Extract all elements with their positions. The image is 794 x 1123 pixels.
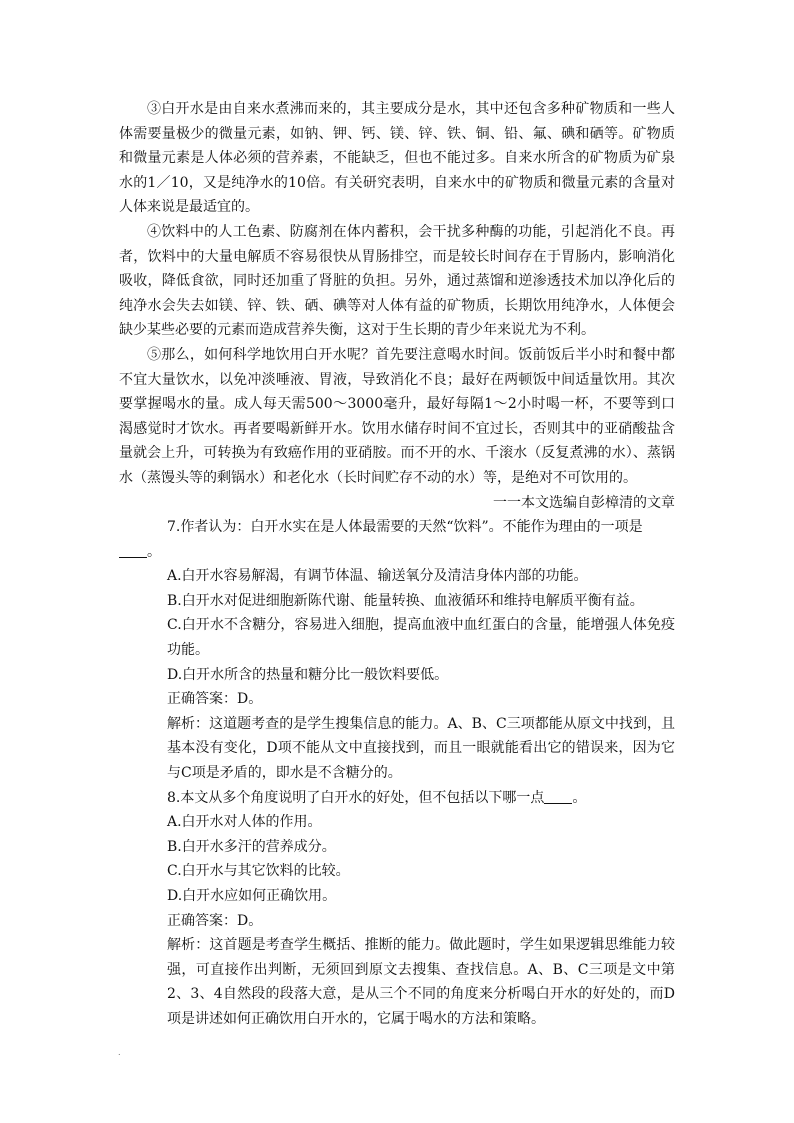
question-8-stem (119, 786, 675, 811)
answer-blank (119, 543, 147, 558)
article-paragraph-3: ③白开水是由自来水煮沸而来的，其主要成分是水，其中还包含多种矿物质和一些人体需要量极少的微量元素，如钠、钾、钙、镁、锌、铁、铜、铅、氟、碘和硒等。矿物质和微量元素是人体必须的营养素，不能缺乏，但也不能过多。自来水所含的矿物质为矿泉水的1／10，又是纯净水的10倍。有关研究表明，自来水中的矿物质和微量元素的含量对人体来说是最适宜的。 (119, 101, 675, 216)
article-source: 一一本文选编自彭樟清的文章 (493, 494, 675, 511)
question-7-option-b: B.白开水对促进细胞新陈代谢、能量转换、血液循环和维持电解质平衡有益。 (167, 592, 644, 609)
question-7-stem-end: 。 (147, 543, 161, 560)
article-paragraph-4: ④饮料中的人工色素、防腐剂在体内蓄积，会干扰多种酶的功能，引起消化不良。再者，饮料中的大量电解质不容易很快从胃肠排空，而是较长时间存在于胃肠内，影响消化吸收，降低食欲，同时还加重了肾脏的负担。另外，通过蒸馏和逆渗透技术加以净化后的纯净水会失去如镁、锌、铁、硒、碘等对人体有益的矿物质，长期饮用纯净水，人体便会缺少某些必要的元素而造成营养失衡，这对于生长期的青少年来说尤为不利。 (119, 223, 675, 339)
question-8-answer: 正确答案：D。 (167, 912, 263, 929)
footer-mark: . (118, 1048, 121, 1057)
document-body (119, 97, 675, 1032)
article-paragraph-5: ⑤那么，如何科学地饮用白开水呢？首先要注意喝水时间。饭前饭后半小时和餐中都不宜大量饮水，以免冲淡唾液、胃液，导致消化不良；最好在两顿饭中间适量饮用。其次要掌握喝水的量。成人每天需500～3000毫升，最好每隔1～2小时喝一杯，不要等到口渴感觉时才饮水。再者要喝新鲜开水。饮用水储存时间不宜过长，否则其中的亚硝酸盐含量就会上升，可转换为有致癌作用的亚硝胺。而不开的水、千滚水（反复煮沸的水）、蒸锅水（蒸馒头等的剩锅水）和老化水（长时间贮存不动的水）等，是绝对不可饮用的。 (119, 346, 675, 486)
question-8-analysis: 解析：这首题是考查学生概括、推断的能力。做此题时，学生如果逻辑思维能力较强，可直接作出判断，无须回到原文去搜集、查找信息。A、B、C三项是文中第2、3、4自然段的段落大意，是从三个不同的角度来分析喝白开水的好处的，而D项是讲述如何正确饮用白开水的，它属于喝水的方法和策略。 (167, 937, 675, 1027)
question-8-stem-end: 。 (572, 789, 587, 806)
question-7-option-a: A.白开水容易解渴，有调节体温、输送氧分及清洁身体内部的功能。 (167, 568, 588, 585)
question-8-option-a: A.白开水对人体的作用。 (167, 814, 322, 831)
question-7-stem-text: 7.作者认为：白开水实在是人体最需要的天然“饮料”。不能作为理由的一项是 (167, 519, 643, 536)
question-7-stem (119, 515, 675, 540)
question-8-option-d: D.白开水应如何正确饮用。 (167, 888, 337, 904)
question-8-option-c: C.白开水与其它饮料的比较。 (167, 863, 350, 880)
question-7-option-d: D.白开水所含的热量和糖分比一般饮料要低。 (167, 666, 449, 683)
question-7-answer: 正确答案：D。 (167, 691, 263, 708)
answer-blank (544, 789, 572, 804)
question-7-analysis: 解析：这道题考查的是学生搜集信息的能力。A、B、C三项都能从原文中找到，且基本没有变化，D项不能从文中直接找到，而且一眼就能看出它的错误来，因为它与C项是矛盾的，即水是不含糖分的。 (167, 715, 675, 782)
question-7-stem-tail (119, 540, 675, 565)
question-8-stem-text: 8.本文从多个角度说明了白开水的好处，但不包括以下哪一点 (167, 789, 545, 806)
question-7-option-c: C.白开水不含糖分，容易进入细胞，提高血液中血红蛋白的含量，能增强人体免疫功能。 (167, 617, 675, 659)
question-8-option-b: B.白开水多汗的营养成分。 (167, 838, 336, 855)
